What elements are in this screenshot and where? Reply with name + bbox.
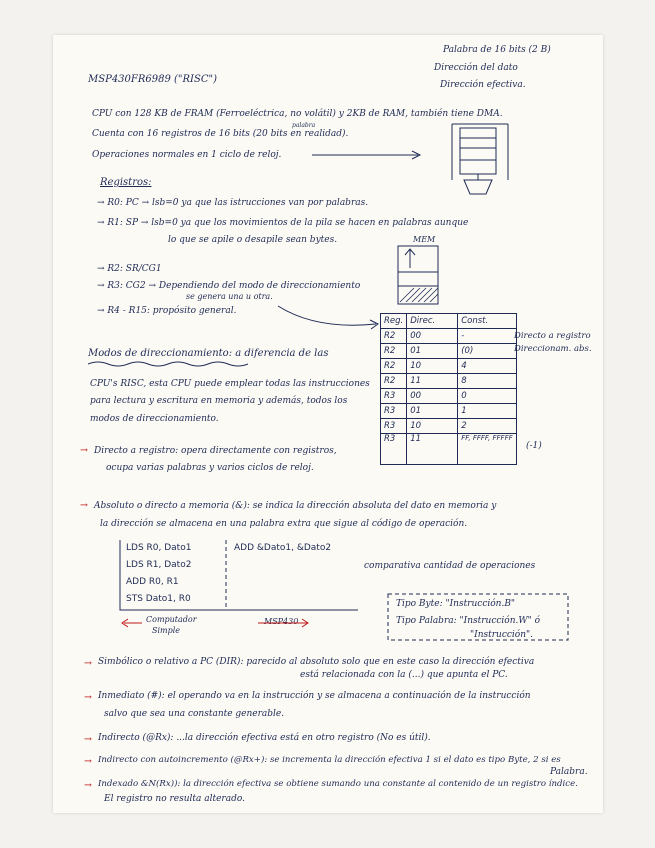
table-cell: R3 — [381, 419, 407, 434]
table-cell: 4 — [458, 359, 517, 374]
absolute-line-1: Absoluto o directo a memoria (&): se indica la dirección absoluta del dato en memoria y — [94, 501, 497, 511]
modes-paragraph-1: CPU's RISC, esta CPU puede emplear todas las instrucciones — [90, 379, 370, 389]
table-cell: 2 — [458, 419, 517, 434]
immediate-line-1: Inmediato (#): el operando va en la instrucción y se almacena a continuación de la instrucción — [98, 691, 531, 701]
table-header-cell: Const. — [458, 314, 517, 329]
indirect-line: Indirecto (@Rx): ...la dirección efectiva está en otro registro (No es útil). — [98, 733, 431, 743]
immediate-line-2: salvo que sea una constante generable. — [104, 709, 285, 719]
register-constant-table — [380, 313, 517, 465]
bullet-arrow: → — [84, 756, 92, 767]
modes-paragraph-3: modos de direccionamiento. — [90, 414, 219, 424]
table-cell: R3 — [381, 389, 407, 404]
table-cell: R2 — [381, 359, 407, 374]
intro-line-2: Cuenta con 16 registros de 16 bits (20 bits en realidad). — [92, 129, 349, 139]
symbolic-line-2: está relacionada con la (...) que apunta el PC. — [300, 670, 508, 680]
table-header-row — [381, 314, 517, 329]
bullet-arrow: → — [84, 692, 92, 703]
intro-superscript: palabra — [292, 122, 316, 129]
table-cell: R3 — [381, 434, 407, 465]
header-note-3: Dirección efectiva. — [440, 80, 526, 90]
table-cell: - — [458, 329, 517, 344]
code-line: LDS R0, Dato1 — [126, 543, 192, 553]
memory-stack-sketch — [396, 244, 446, 308]
code-line: ADD R0, R1 — [126, 577, 179, 587]
bullet-arrow: → — [80, 500, 88, 511]
table-row — [381, 404, 517, 419]
table-row — [381, 344, 517, 359]
absolute-line-2: la dirección se almacena en una palabra extra que sigue al código de operación. — [100, 519, 468, 529]
code-line-msp430: ADD &Dato1, &Dato2 — [234, 543, 332, 553]
label-arrows — [118, 617, 368, 629]
table-row — [381, 374, 517, 389]
table-header-cell: Reg. — [381, 314, 407, 329]
table-cell: 10 — [407, 419, 458, 434]
table-cell: 11 — [407, 434, 458, 465]
register-r0: → R0: PC → lsb=0 ya que las istrucciones van por palabras. — [97, 198, 369, 208]
autoincrement-line-1: Indirecto con autoincremento (@Rx+): se incrementa la dirección efectiva 1 si el dato es tipo Byte, 2 si es — [98, 755, 561, 765]
register-r4-r15: → R4 - R15: propósito general. — [97, 306, 237, 316]
direct-register-line-1: Directo a registro: opera directamente con registros, — [94, 446, 337, 456]
arrow-to-table — [276, 302, 386, 332]
register-r3-line-1: → R3: CG2 → Dependiendo del modo de direccionamiento — [97, 281, 361, 291]
table-cell: R2 — [381, 329, 407, 344]
table-cell: 10 — [407, 359, 458, 374]
label-simple-computer-2: Simple — [152, 626, 181, 635]
table-cell: 1 — [458, 404, 517, 419]
indexed-line-1: Indexado &N(Rx)): la dirección efectiva se obtiene sumando una constante al contenido de un registro índice. — [98, 779, 578, 789]
table-cell: FF, FFFF, FFFFF — [458, 434, 517, 465]
registers-heading: Registros: — [100, 177, 152, 188]
table-cell: 8 — [458, 374, 517, 389]
table-header-cell: Direc. — [407, 314, 458, 329]
table-cell: R2 — [381, 374, 407, 389]
table-cell: 01 — [407, 404, 458, 419]
code-line: STS Dato1, R0 — [126, 594, 191, 604]
table-row — [381, 329, 517, 344]
cpu-diagram-sketch — [448, 120, 520, 200]
page-title: MSP430FR6989 ("RISC") — [88, 74, 217, 85]
symbolic-line-1: Simbólico o relativo a PC (DIR): parecido al absoluto solo que en este caso la dirección efectiva — [98, 657, 535, 667]
code-line: LDS R1, Dato2 — [126, 560, 192, 570]
indexed-line-2: El registro no resulta alterado. — [104, 794, 245, 804]
intro-line-1: CPU con 128 KB de FRAM (Ferroeléctrica, no volátil) y 2KB de RAM, también tiene DMA. — [92, 109, 503, 119]
memory-label: MEM — [413, 235, 436, 244]
type-byte: Tipo Byte: "Instrucción.B" — [396, 599, 516, 609]
modes-heading: Modos de direccionamiento: a diferencia de las — [88, 348, 329, 359]
autoincrement-line-2: Palabra. — [550, 767, 588, 777]
table-cell: R2 — [381, 344, 407, 359]
table-cell: R3 — [381, 404, 407, 419]
table-cell: (0) — [458, 344, 517, 359]
table-side-note-2: Direccionam. abs. — [514, 344, 592, 354]
label-simple-computer-1: Computador — [146, 615, 197, 624]
table-cell: 0 — [458, 389, 517, 404]
table-cell: 01 — [407, 344, 458, 359]
type-word-1: Tipo Palabra: "Instrucción.W" ó — [396, 616, 541, 626]
table-row — [381, 389, 517, 404]
register-r3-line-2: se genera una u otra. — [186, 292, 273, 301]
code-comparison-note: comparativa cantidad de operaciones — [364, 561, 536, 571]
modes-paragraph-2: para lectura y escritura en memoria y además, todos los — [90, 396, 348, 406]
table-row — [381, 419, 517, 434]
bullet-arrow: → — [84, 780, 92, 791]
table-row — [381, 434, 517, 465]
table-cell: 00 — [407, 329, 458, 344]
intro-line-3: Operaciones normales en 1 ciclo de reloj. — [92, 150, 282, 160]
table-side-note-1: Directo a registro — [514, 331, 591, 341]
bullet-arrow: → — [80, 445, 88, 456]
direct-register-line-2: ocupa varias palabras y varios ciclos de reloj. — [106, 463, 314, 473]
arrow-to-cpu-diagram — [310, 148, 425, 162]
register-r1-line-1: → R1: SP → lsb=0 ya que los movimientos de la pila se hacen en palabras aunque — [97, 218, 469, 228]
bullet-arrow: → — [84, 734, 92, 745]
register-r2: → R2: SR/CG1 — [97, 264, 162, 274]
bullet-arrow: → — [84, 658, 92, 669]
table-cell: 00 — [407, 389, 458, 404]
header-note-2: Dirección del dato — [434, 63, 518, 73]
header-note-1: Palabra de 16 bits (2 B) — [443, 45, 551, 55]
table-minus-one: (-1) — [526, 441, 542, 451]
register-r1-line-2: lo que se apile o desapile sean bytes. — [168, 235, 338, 245]
type-word-2: "Instrucción". — [470, 630, 533, 640]
table-row — [381, 359, 517, 374]
heading-underline — [88, 360, 250, 368]
label-msp430: MSP430 — [264, 617, 299, 626]
table-cell: 11 — [407, 374, 458, 389]
